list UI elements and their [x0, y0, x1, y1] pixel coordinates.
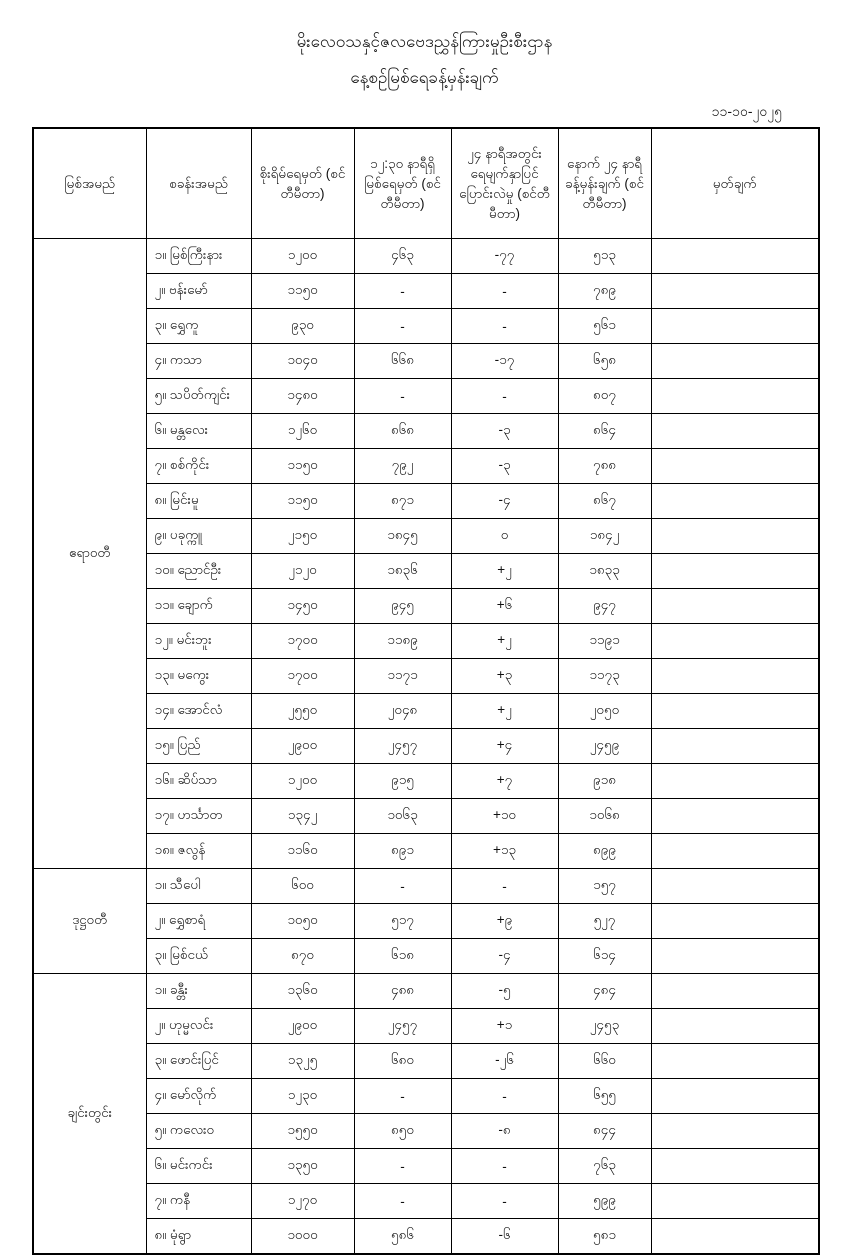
danger-cell: ၂၉၀၀ [251, 729, 354, 764]
header-remark: မှတ်ချက် [651, 128, 819, 239]
remark-cell [651, 484, 819, 519]
table-row [33, 1114, 819, 1149]
change-cell: - [451, 1079, 558, 1114]
remark-cell [651, 554, 819, 589]
change-cell: - [451, 274, 558, 309]
remark-cell [651, 1184, 819, 1219]
danger-cell: ၁၁၅၀ [251, 484, 354, 519]
station-cell: ၁၂။ မင်းဘူး [146, 624, 251, 659]
forecast-cell: ၆၁၄ [558, 939, 651, 974]
current-cell: ၂၀၄၈ [354, 694, 451, 729]
table-header [33, 128, 819, 239]
forecast-cell: ၅၂၇ [558, 904, 651, 939]
current-cell: ၁၁၈၉ [354, 624, 451, 659]
danger-cell: ၁၄၅၀ [251, 589, 354, 624]
table-row [33, 659, 819, 694]
forecast-cell: ၁၈၃၃ [558, 554, 651, 589]
change-cell: +၆ [451, 589, 558, 624]
change-cell: +၂ [451, 554, 558, 589]
danger-cell: ၁၂၇၀ [251, 1184, 354, 1219]
current-cell: ၆၈၀ [354, 1044, 451, 1079]
danger-cell: ၁၁၅၀ [251, 449, 354, 484]
danger-cell: ၁၂၀၀ [251, 764, 354, 799]
current-cell: ၆၆၈ [354, 344, 451, 379]
table-row [33, 484, 819, 519]
forecast-cell: ၇၆၃ [558, 1149, 651, 1184]
forecast-cell: ၈၄၄ [558, 1114, 651, 1149]
danger-cell: ၁၄၈၀ [251, 379, 354, 414]
station-cell: ၁။ ခန္တီး [146, 974, 251, 1009]
title-line-2: နေ့စဉ်မြစ်ရေခန့်မှန်းချက် [350, 68, 499, 87]
remark-cell [651, 449, 819, 484]
forecast-cell: ၁၁၉၁ [558, 624, 651, 659]
title-line-1: မိုးလေဝသနှင့်ဇလဗေဒညွှန်ကြားမှုဦးစီးဌာန [296, 32, 553, 51]
document-title [0, 0, 849, 96]
table-row [33, 274, 819, 309]
forecast-cell: ၇၈၈ [558, 449, 651, 484]
header-next-24h-forecast: နောက် ၂၄ နာရီ ခန့်မှန်းချက် (စင်တီမီတာ) [558, 128, 651, 239]
station-cell: ၅။ သပိတ်ကျင်း [146, 379, 251, 414]
table-row [33, 834, 819, 869]
station-cell: ၁၁။ ချောက် [146, 589, 251, 624]
forecast-cell: ၇၈၉ [558, 274, 651, 309]
change-cell: +၇ [451, 764, 558, 799]
danger-cell: ၁၁၆၀ [251, 834, 354, 869]
station-cell: ၁။ သီပေါ [146, 869, 251, 904]
remark-cell [651, 694, 819, 729]
danger-cell: ၁၃၂၅ [251, 1044, 354, 1079]
station-cell: ၁၃။ မကွေး [146, 659, 251, 694]
table-row [33, 1149, 819, 1184]
current-cell: ၂၄၅၇ [354, 729, 451, 764]
current-cell: ၇၉၂ [354, 449, 451, 484]
danger-cell: ၆၀၀ [251, 869, 354, 904]
current-cell: ၈၉၁ [354, 834, 451, 869]
change-cell: -၆ [451, 1219, 558, 1255]
current-cell: ၉၄၅ [354, 589, 451, 624]
station-cell: ၆။ မင်းကင်း [146, 1149, 251, 1184]
header-row [33, 128, 819, 239]
forecast-cell: ၄၈၄ [558, 974, 651, 1009]
forecast-cell: ၆၆၀ [558, 1044, 651, 1079]
change-cell: - [451, 1149, 558, 1184]
forecast-cell: ၈၆၇ [558, 484, 651, 519]
station-cell: ၁၆။ ဆိပ်သာ [146, 764, 251, 799]
remark-cell [651, 624, 819, 659]
current-cell: ၅၁၇ [354, 904, 451, 939]
current-cell: ၈၅၀ [354, 1114, 451, 1149]
table-row [33, 1219, 819, 1255]
table-row [33, 239, 819, 274]
current-cell: - [354, 869, 451, 904]
change-cell: +၉ [451, 904, 558, 939]
table-row [33, 904, 819, 939]
table-row [33, 729, 819, 764]
remark-cell [651, 1219, 819, 1255]
forecast-cell: ၈၀၇ [558, 379, 651, 414]
current-cell: ၄၈၈ [354, 974, 451, 1009]
table-row [33, 414, 819, 449]
river-name-cell: ဧရာဝတီ [33, 239, 146, 869]
table-row [33, 589, 819, 624]
remark-cell [651, 414, 819, 449]
header-24h-change: ၂၄ နာရီအတွင်း ရေမျက်နှာပြင် ပြောင်းလဲမှု (စင်တီမီတာ) [451, 128, 558, 239]
remark-cell [651, 834, 819, 869]
change-cell: -၃ [451, 449, 558, 484]
change-cell: +၂ [451, 694, 558, 729]
header-station-name: စခန်းအမည် [146, 128, 251, 239]
change-cell: -၄ [451, 484, 558, 519]
station-cell: ၁၀။ ညောင်ဦး [146, 554, 251, 589]
forecast-cell: ၈၆၄ [558, 414, 651, 449]
current-cell: ၁၈၄၅ [354, 519, 451, 554]
remark-cell [651, 1009, 819, 1044]
report-date: ၁၁-၁၀-၂၀၂၅ [711, 103, 782, 119]
station-cell: ၁၇။ ဟင်္သာတ [146, 799, 251, 834]
danger-cell: ၁၅၅၀ [251, 1114, 354, 1149]
change-cell: - [451, 869, 558, 904]
current-cell: ၁၁၇၁ [354, 659, 451, 694]
forecast-cell: ၆၅၅ [558, 1079, 651, 1114]
remark-cell [651, 974, 819, 1009]
table-row [33, 694, 819, 729]
forecast-cell: ၅၉၉ [558, 1184, 651, 1219]
remark-cell [651, 799, 819, 834]
change-cell: -၈ [451, 1114, 558, 1149]
change-cell: -၁၇ [451, 344, 558, 379]
danger-cell: ၂၅၅၀ [251, 694, 354, 729]
table-row [33, 974, 819, 1009]
station-cell: ၂။ ဗန်းမော် [146, 274, 251, 309]
station-cell: ၈။ မြင်းမူ [146, 484, 251, 519]
table-row [33, 1184, 819, 1219]
station-cell: ၁၈။ ဇလွန် [146, 834, 251, 869]
change-cell: ၀ [451, 519, 558, 554]
table-row [33, 309, 819, 344]
river-table-body [33, 239, 819, 1255]
forecast-cell: ၅၆၁ [558, 309, 651, 344]
forecast-cell: ၁၅၇ [558, 869, 651, 904]
table-row [33, 624, 819, 659]
forecast-cell: ၂၄၅၃ [558, 1009, 651, 1044]
station-cell: ၇။ စစ်ကိုင်း [146, 449, 251, 484]
danger-cell: ၁၀၄၀ [251, 344, 354, 379]
danger-cell: ၂၁၅၀ [251, 519, 354, 554]
remark-cell [651, 1044, 819, 1079]
remark-cell [651, 1114, 819, 1149]
current-cell: - [354, 1079, 451, 1114]
danger-cell: ၁၃၆၀ [251, 974, 354, 1009]
table-row [33, 554, 819, 589]
station-cell: ၁၄။ အောင်လံ [146, 694, 251, 729]
danger-cell: ၂၁၂၀ [251, 554, 354, 589]
station-cell: ၃။ ရွှေကူ [146, 309, 251, 344]
danger-cell: ၂၉၀၀ [251, 1009, 354, 1044]
forecast-cell: ၁၁၇၃ [558, 659, 651, 694]
remark-cell [651, 1079, 819, 1114]
remark-cell [651, 379, 819, 414]
remark-cell [651, 274, 819, 309]
table-row [33, 449, 819, 484]
change-cell: -၇၇ [451, 239, 558, 274]
remark-cell [651, 589, 819, 624]
station-cell: ၅။ ကလေးဝ [146, 1114, 251, 1149]
forecast-cell: ၅၈၁ [558, 1219, 651, 1255]
table-row [33, 799, 819, 834]
change-cell: +၁ [451, 1009, 558, 1044]
current-cell: ၂၄၅၇ [354, 1009, 451, 1044]
change-cell: +၄ [451, 729, 558, 764]
forecast-cell: ၁၈၄၂ [558, 519, 651, 554]
current-cell: - [354, 1149, 451, 1184]
current-cell: ၆၁၈ [354, 939, 451, 974]
current-cell: ၁၀၆၃ [354, 799, 451, 834]
forecast-cell: ၈၉၉ [558, 834, 651, 869]
station-cell: ၄။ မော်လိုက် [146, 1079, 251, 1114]
current-cell: ၈၆၈ [354, 414, 451, 449]
remark-cell [651, 344, 819, 379]
change-cell: - [451, 379, 558, 414]
danger-cell: ၁၁၅၀ [251, 274, 354, 309]
station-cell: ၇။ ကနီ [146, 1184, 251, 1219]
river-name-cell: ချင်းတွင်း [33, 974, 146, 1255]
table-row [33, 519, 819, 554]
current-cell: - [354, 1184, 451, 1219]
danger-cell: ၁၂၀၀ [251, 239, 354, 274]
current-cell: ၈၇၁ [354, 484, 451, 519]
station-cell: ၂။ ဟုမ္မလင်း [146, 1009, 251, 1044]
current-cell: ၄၆၃ [354, 239, 451, 274]
forecast-cell: ၂၄၅၉ [558, 729, 651, 764]
change-cell: -၂၆ [451, 1044, 558, 1079]
danger-cell: ၈၇၀ [251, 939, 354, 974]
change-cell: - [451, 1184, 558, 1219]
river-forecast-table [32, 127, 820, 1255]
change-cell: +၃ [451, 659, 558, 694]
remark-cell [651, 764, 819, 799]
station-cell: ၄။ ကသာ [146, 344, 251, 379]
station-cell: ၁၅။ ပြည် [146, 729, 251, 764]
remark-cell [651, 939, 819, 974]
river-name-cell: ဒုဋ္ဌဝတီ [33, 869, 146, 974]
station-cell: ၉။ ပခုက္ကူ [146, 519, 251, 554]
danger-cell: ၁၀၀၀ [251, 1219, 354, 1255]
header-danger-level: စိုးရိမ်ရေမှတ် (စင်တီမီတာ) [251, 128, 354, 239]
header-river-name: မြစ်အမည် [33, 128, 146, 239]
change-cell: +၁၀ [451, 799, 558, 834]
forecast-cell: ၁၀၆၈ [558, 799, 651, 834]
remark-cell [651, 904, 819, 939]
current-cell: - [354, 309, 451, 344]
danger-cell: ၁၂၃၀ [251, 1079, 354, 1114]
remark-cell [651, 239, 819, 274]
danger-cell: ၉၃၀ [251, 309, 354, 344]
station-cell: ၃။ ဖောင်းပြင် [146, 1044, 251, 1079]
remark-cell [651, 659, 819, 694]
table-row [33, 939, 819, 974]
forecast-cell: ၉၄၇ [558, 589, 651, 624]
change-cell: -၄ [451, 939, 558, 974]
table-row [33, 1079, 819, 1114]
change-cell: - [451, 309, 558, 344]
table-row [33, 764, 819, 799]
station-cell: ၂။ ရွှေစာရံ [146, 904, 251, 939]
table-row [33, 379, 819, 414]
danger-cell: ၁၂၆၀ [251, 414, 354, 449]
table-row [33, 344, 819, 379]
change-cell: -၅ [451, 974, 558, 1009]
forecast-cell: ၆၅၈ [558, 344, 651, 379]
remark-cell [651, 869, 819, 904]
remark-cell [651, 1149, 819, 1184]
remark-cell [651, 309, 819, 344]
header-current-level: ၁၂:၃၀ နာရီရှိ မြစ်ရေမှတ် (စင်တီမီတာ) [354, 128, 451, 239]
forecast-cell: ၉၁၈ [558, 764, 651, 799]
station-cell: ၈။ မုံရွာ [146, 1219, 251, 1255]
forecast-cell: ၅၁၃ [558, 239, 651, 274]
station-cell: ၆။ မန္တလေး [146, 414, 251, 449]
current-cell: ၁၈၃၆ [354, 554, 451, 589]
table-row [33, 869, 819, 904]
current-cell: ၉၁၅ [354, 764, 451, 799]
change-cell: +၂ [451, 624, 558, 659]
forecast-cell: ၂၀၅၀ [558, 694, 651, 729]
danger-cell: ၁၃၅၀ [251, 1149, 354, 1184]
table-row [33, 1044, 819, 1079]
danger-cell: ၁၇၀၀ [251, 659, 354, 694]
current-cell: ၅၈၆ [354, 1219, 451, 1255]
change-cell: -၃ [451, 414, 558, 449]
danger-cell: ၁၇၀၀ [251, 624, 354, 659]
current-cell: - [354, 274, 451, 309]
remark-cell [651, 729, 819, 764]
change-cell: +၁၃ [451, 834, 558, 869]
danger-cell: ၁၃၄၂ [251, 799, 354, 834]
station-cell: ၁။ မြစ်ကြီးနား [146, 239, 251, 274]
station-cell: ၃။ မြစ်ငယ် [146, 939, 251, 974]
remark-cell [651, 519, 819, 554]
danger-cell: ၁၀၅၀ [251, 904, 354, 939]
current-cell: - [354, 379, 451, 414]
table-row [33, 1009, 819, 1044]
